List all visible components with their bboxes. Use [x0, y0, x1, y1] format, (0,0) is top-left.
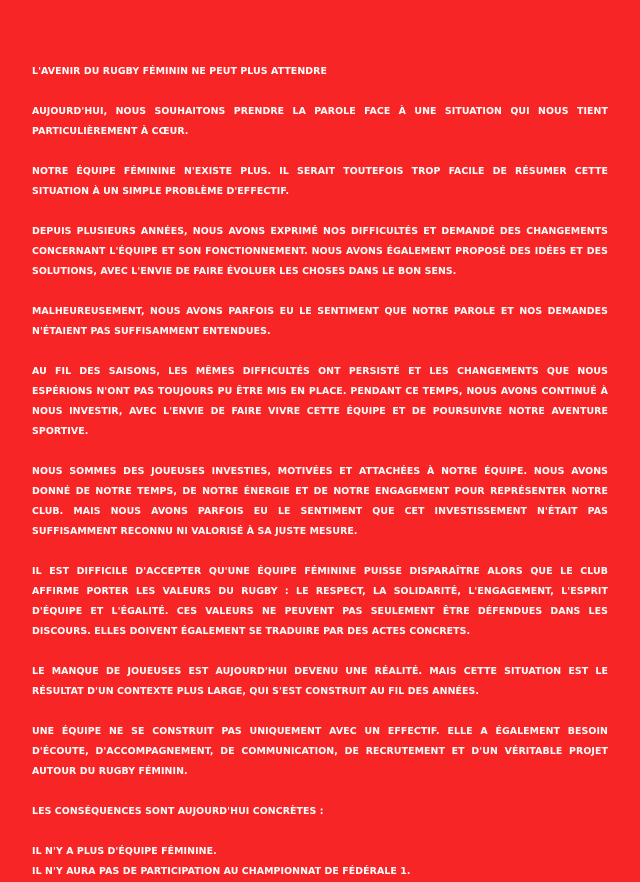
paragraph: AUJOURD'HUI, NOUS SOUHAITONS PRENDRE LA PAROLE FACE À UNE SITUATION QUI NOUS TIENT PARTICULIÈREMENT À CŒUR.: [32, 106, 608, 137]
letter-title: L'AVENIR DU RUGBY FÉMININ NE PEUT PLUS ATTENDRE: [32, 66, 327, 77]
paragraph: MALHEUREUSEMENT, NOUS AVONS PARFOIS EU LE SENTIMENT QUE NOTRE PAROLE ET NOS DEMANDES N'ÉTAIENT PAS SUFFISAMMENT ENTENDUES.: [32, 306, 608, 337]
paragraph: LE MANQUE DE JOUEUSES EST AUJOURD'HUI DEVENU UNE RÉALITÉ. MAIS CETTE SITUATION EST LE RÉSULTAT D'UN CONTEXTE PLUS LARGE, QUI S'EST CONSTRUIT AU FIL DES ANNÉES.: [32, 666, 608, 697]
paragraph: UNE ÉQUIPE NE SE CONSTRUIT PAS UNIQUEMENT AVEC UN EFFECTIF. ELLE A ÉGALEMENT BESOIN D'ÉCOUTE, D'ACCOMPAGNEMENT, DE COMMUNICATION, DE RECRUTEMENT ET D'UN VÉRITABLE PROJET AUTOUR DU RUGBY FÉMININ.: [32, 726, 608, 777]
paragraph: AU FIL DES SAISONS, LES MÊMES DIFFICULTÉS ONT PERSISTÉ ET LES CHANGEMENTS QUE NOUS ESPÉRIONS N'ONT PAS TOUJOURS PU ÊTRE MIS EN PLACE. PENDANT CE TEMPS, NOUS AVONS CONTINUÉ À NOUS INVESTIR, AVEC L'ENVIE DE FAIRE VIVRE CETTE ÉQUIPE ET DE POURSUIVRE NOTRE AVENTURE SPORTIVE.: [32, 366, 608, 437]
consequence-item: IL N'Y A PLUS D'ÉQUIPE FÉMININE.: [32, 846, 217, 857]
consequences-list: [32, 842, 608, 882]
paragraph: NOUS SOMMES DES JOUEUSES INVESTIES, MOTIVÉES ET ATTACHÉES À NOTRE ÉQUIPE. NOUS AVONS DONNÉ DE NOTRE TEMPS, DE NOTRE ÉNERGIE ET DE NOTRE ENGAGEMENT POUR REPRÉSENTER NOTRE CLUB. MAIS NOUS AVONS PARFOIS EU LE SENTIMENT QUE CET INVESTISSEMENT N'ÉTAIT PAS SUFFISAMMENT RECONNU NI VALORISÉ À SA JUSTE MESURE.: [32, 466, 608, 537]
consequences-intro: LES CONSÉQUENCES SONT AUJOURD'HUI CONCRÈTES :: [32, 806, 324, 817]
paragraph: IL EST DIFFICILE D'ACCEPTER QU'UNE ÉQUIPE FÉMININE PUISSE DISPARAÎTRE ALORS QUE LE CLUB AFFIRME PORTER LES VALEURS DU RUGBY : LE RESPECT, LA SOLIDARITÉ, L'ENGAGEMENT, L'ESPRIT D'ÉQUIPE ET L'ÉGALITÉ. CES VALEURS NE PEUVENT PAS SEULEMENT ÊTRE DÉFENDUES DANS LES DISCOURS. ELLES DOIVENT ÉGALEMENT SE TRADUIRE PAR DES ACTES CONCRETS.: [32, 566, 608, 637]
paragraph: DEPUIS PLUSIEURS ANNÉES, NOUS AVONS EXPRIMÉ NOS DIFFICULTÉS ET DEMANDÉ DES CHANGEMENTS CONCERNANT L'ÉQUIPE ET SON FONCTIONNEMENT. NOUS AVONS ÉGALEMENT PROPOSÉ DES IDÉES ET DES SOLUTIONS, AVEC L'ENVIE DE FAIRE ÉVOLUER LES CHOSES DANS LE BON SENS.: [32, 226, 608, 277]
consequence-item: IL N'Y AURA PAS DE PARTICIPATION AU CHAMPIONNAT DE FÉDÉRALE 1.: [32, 866, 411, 877]
paragraph: NOTRE ÉQUIPE FÉMININE N'EXISTE PLUS. IL SERAIT TOUTEFOIS TROP FACILE DE RÉSUMER CETTE SITUATION À UN SIMPLE PROBLÈME D'EFFECTIF.: [32, 166, 608, 197]
